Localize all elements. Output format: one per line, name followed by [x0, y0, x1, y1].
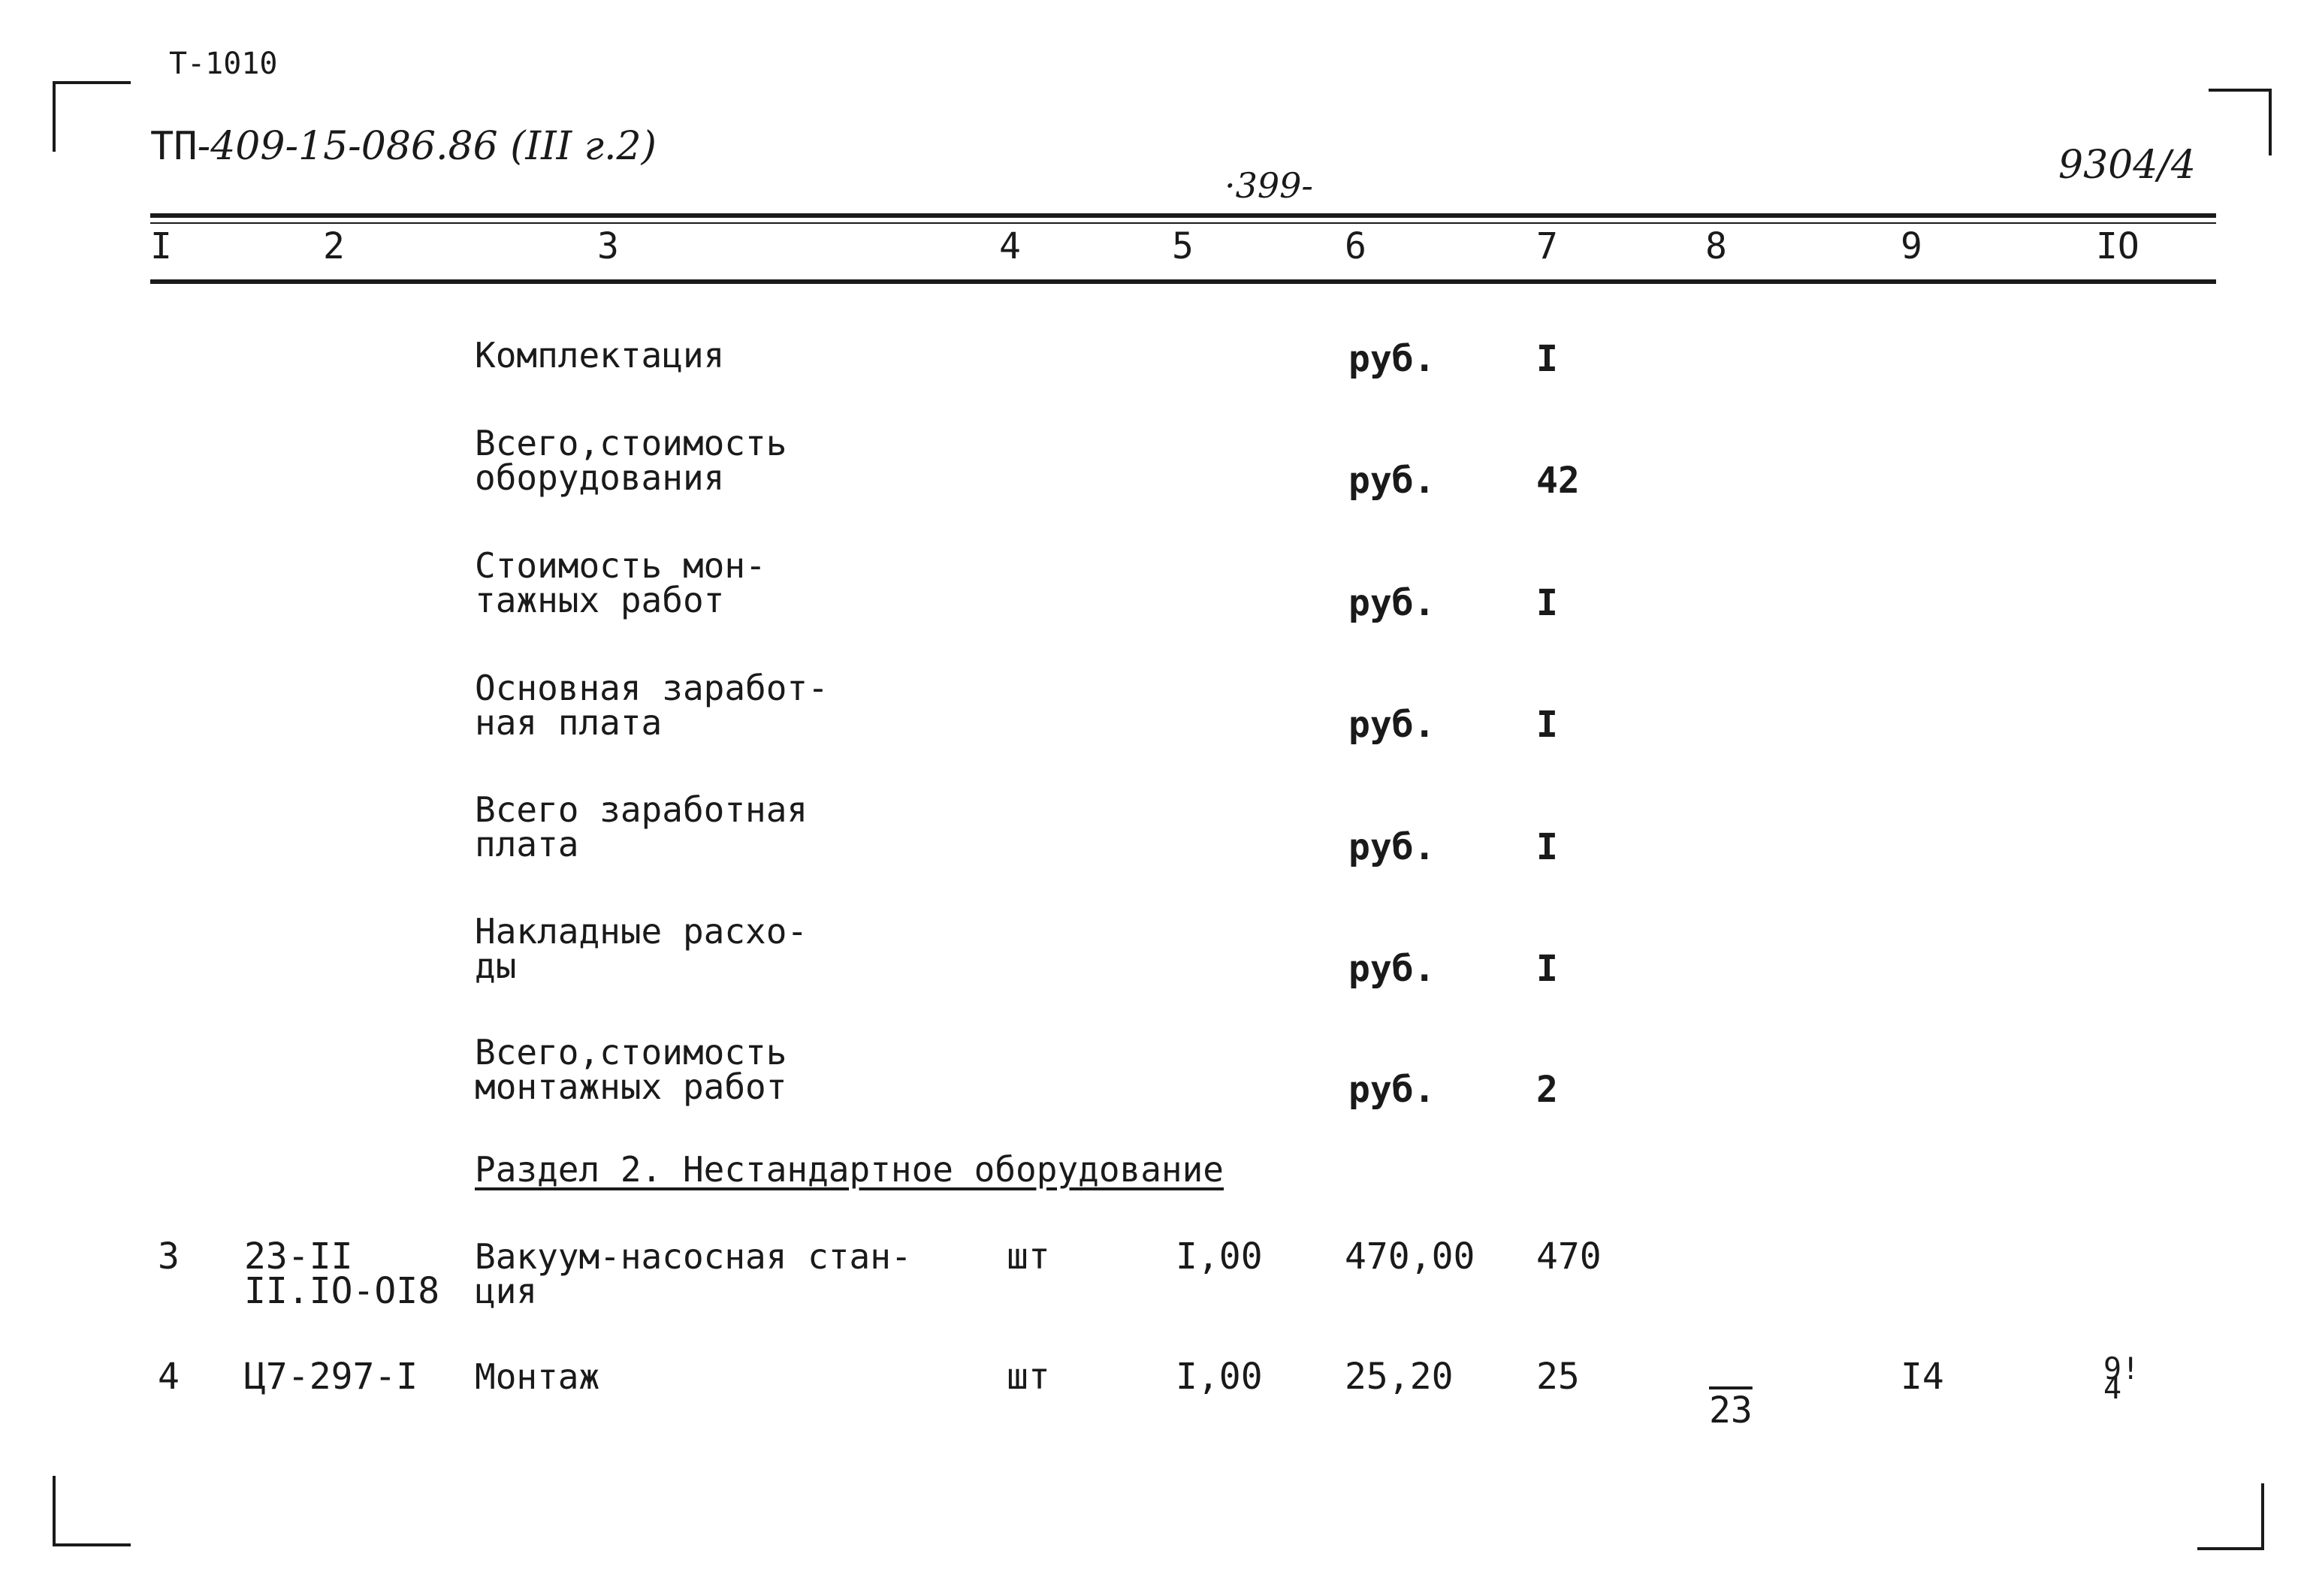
- item-col8-value: 23: [1709, 1389, 1753, 1432]
- item-quantity: I,00: [1176, 1235, 1263, 1278]
- summary-row-description: Основная заработ- ная плата: [475, 668, 829, 743]
- summary-row-description: Всего заработная плата: [475, 789, 808, 864]
- summary-row-value: I: [1536, 338, 1558, 380]
- frame-corner-top-right: [2209, 89, 2272, 155]
- summary-row-value: 42: [1536, 460, 1580, 502]
- project-number-handwritten: -409-15-086.86 (III г.2): [197, 124, 657, 169]
- item-name: Вакуум-насосная стан- ция: [475, 1236, 912, 1311]
- summary-row-unit: руб.: [1348, 338, 1436, 380]
- item-code: 23-II II.IO-OI8: [244, 1235, 440, 1312]
- item-number: 3: [158, 1235, 180, 1278]
- summary-row-unit: руб.: [1348, 948, 1436, 990]
- column-header-2: 2: [323, 225, 345, 267]
- summary-row-description: Всего,стоимость монтажных работ: [475, 1032, 787, 1107]
- frame-corner-bottom-left: [53, 1476, 131, 1546]
- summary-row-description: Комплектация: [475, 335, 725, 376]
- item-col10-value: 9! 4: [2103, 1352, 2140, 1406]
- item-price: 470,00: [1345, 1235, 1475, 1278]
- page-number: ·399-: [1224, 165, 1313, 206]
- summary-row-unit: руб.: [1348, 826, 1436, 868]
- document-code: Т-1010: [169, 47, 278, 81]
- item-total: 470: [1536, 1235, 1602, 1278]
- item-total: 25: [1536, 1356, 1580, 1398]
- item-quantity: I,00: [1176, 1356, 1263, 1398]
- column-header-9: 9: [1901, 225, 1922, 267]
- frame-corner-bottom-right: [2197, 1483, 2264, 1550]
- summary-row-value: 2: [1536, 1069, 1558, 1111]
- summary-row-unit: руб.: [1348, 1069, 1436, 1111]
- column-header-10: IO: [2096, 225, 2139, 267]
- item-code: Ц7-297-I: [244, 1356, 418, 1398]
- summary-row-value: I: [1536, 582, 1558, 624]
- column-header-5: 5: [1172, 225, 1194, 267]
- column-header-7: 7: [1536, 225, 1558, 267]
- column-header-4: 4: [999, 225, 1021, 267]
- project-number: [150, 124, 657, 169]
- summary-row-value: I: [1536, 826, 1558, 868]
- item-unit: шт: [1007, 1235, 1050, 1278]
- summary-row-description: Всего,стоимость оборудования: [475, 423, 787, 498]
- summary-row-value: I: [1536, 704, 1558, 746]
- column-header-1: I: [150, 225, 172, 267]
- column-header-6: 6: [1345, 225, 1366, 267]
- header-rule-bottom: [150, 279, 2216, 284]
- summary-row-unit: руб.: [1348, 460, 1436, 502]
- item-unit: шт: [1007, 1356, 1050, 1398]
- item-name: Монтаж: [475, 1356, 600, 1397]
- item-number: 4: [158, 1356, 180, 1398]
- header-rule-top-thick: [150, 213, 2216, 218]
- column-header-3: 3: [597, 225, 619, 267]
- project-prefix: ТП: [150, 124, 198, 169]
- section-title: Раздел 2. Нестандартное оборудование: [475, 1149, 1224, 1190]
- column-header-8: 8: [1705, 225, 1727, 267]
- summary-row-description: Стоимость мон- тажных работ: [475, 545, 766, 620]
- inventory-number: 9304/4: [2058, 143, 2196, 188]
- summary-row-unit: руб.: [1348, 582, 1436, 624]
- header-rule-top-thin: [150, 222, 2216, 224]
- item-price: 25,20: [1345, 1356, 1454, 1398]
- item-col9-value: I4: [1901, 1356, 1944, 1398]
- summary-row-description: Накладные расхо- ды: [475, 911, 808, 986]
- summary-row-value: I: [1536, 948, 1558, 990]
- summary-row-unit: руб.: [1348, 704, 1436, 746]
- frame-corner-top-left: [53, 81, 131, 152]
